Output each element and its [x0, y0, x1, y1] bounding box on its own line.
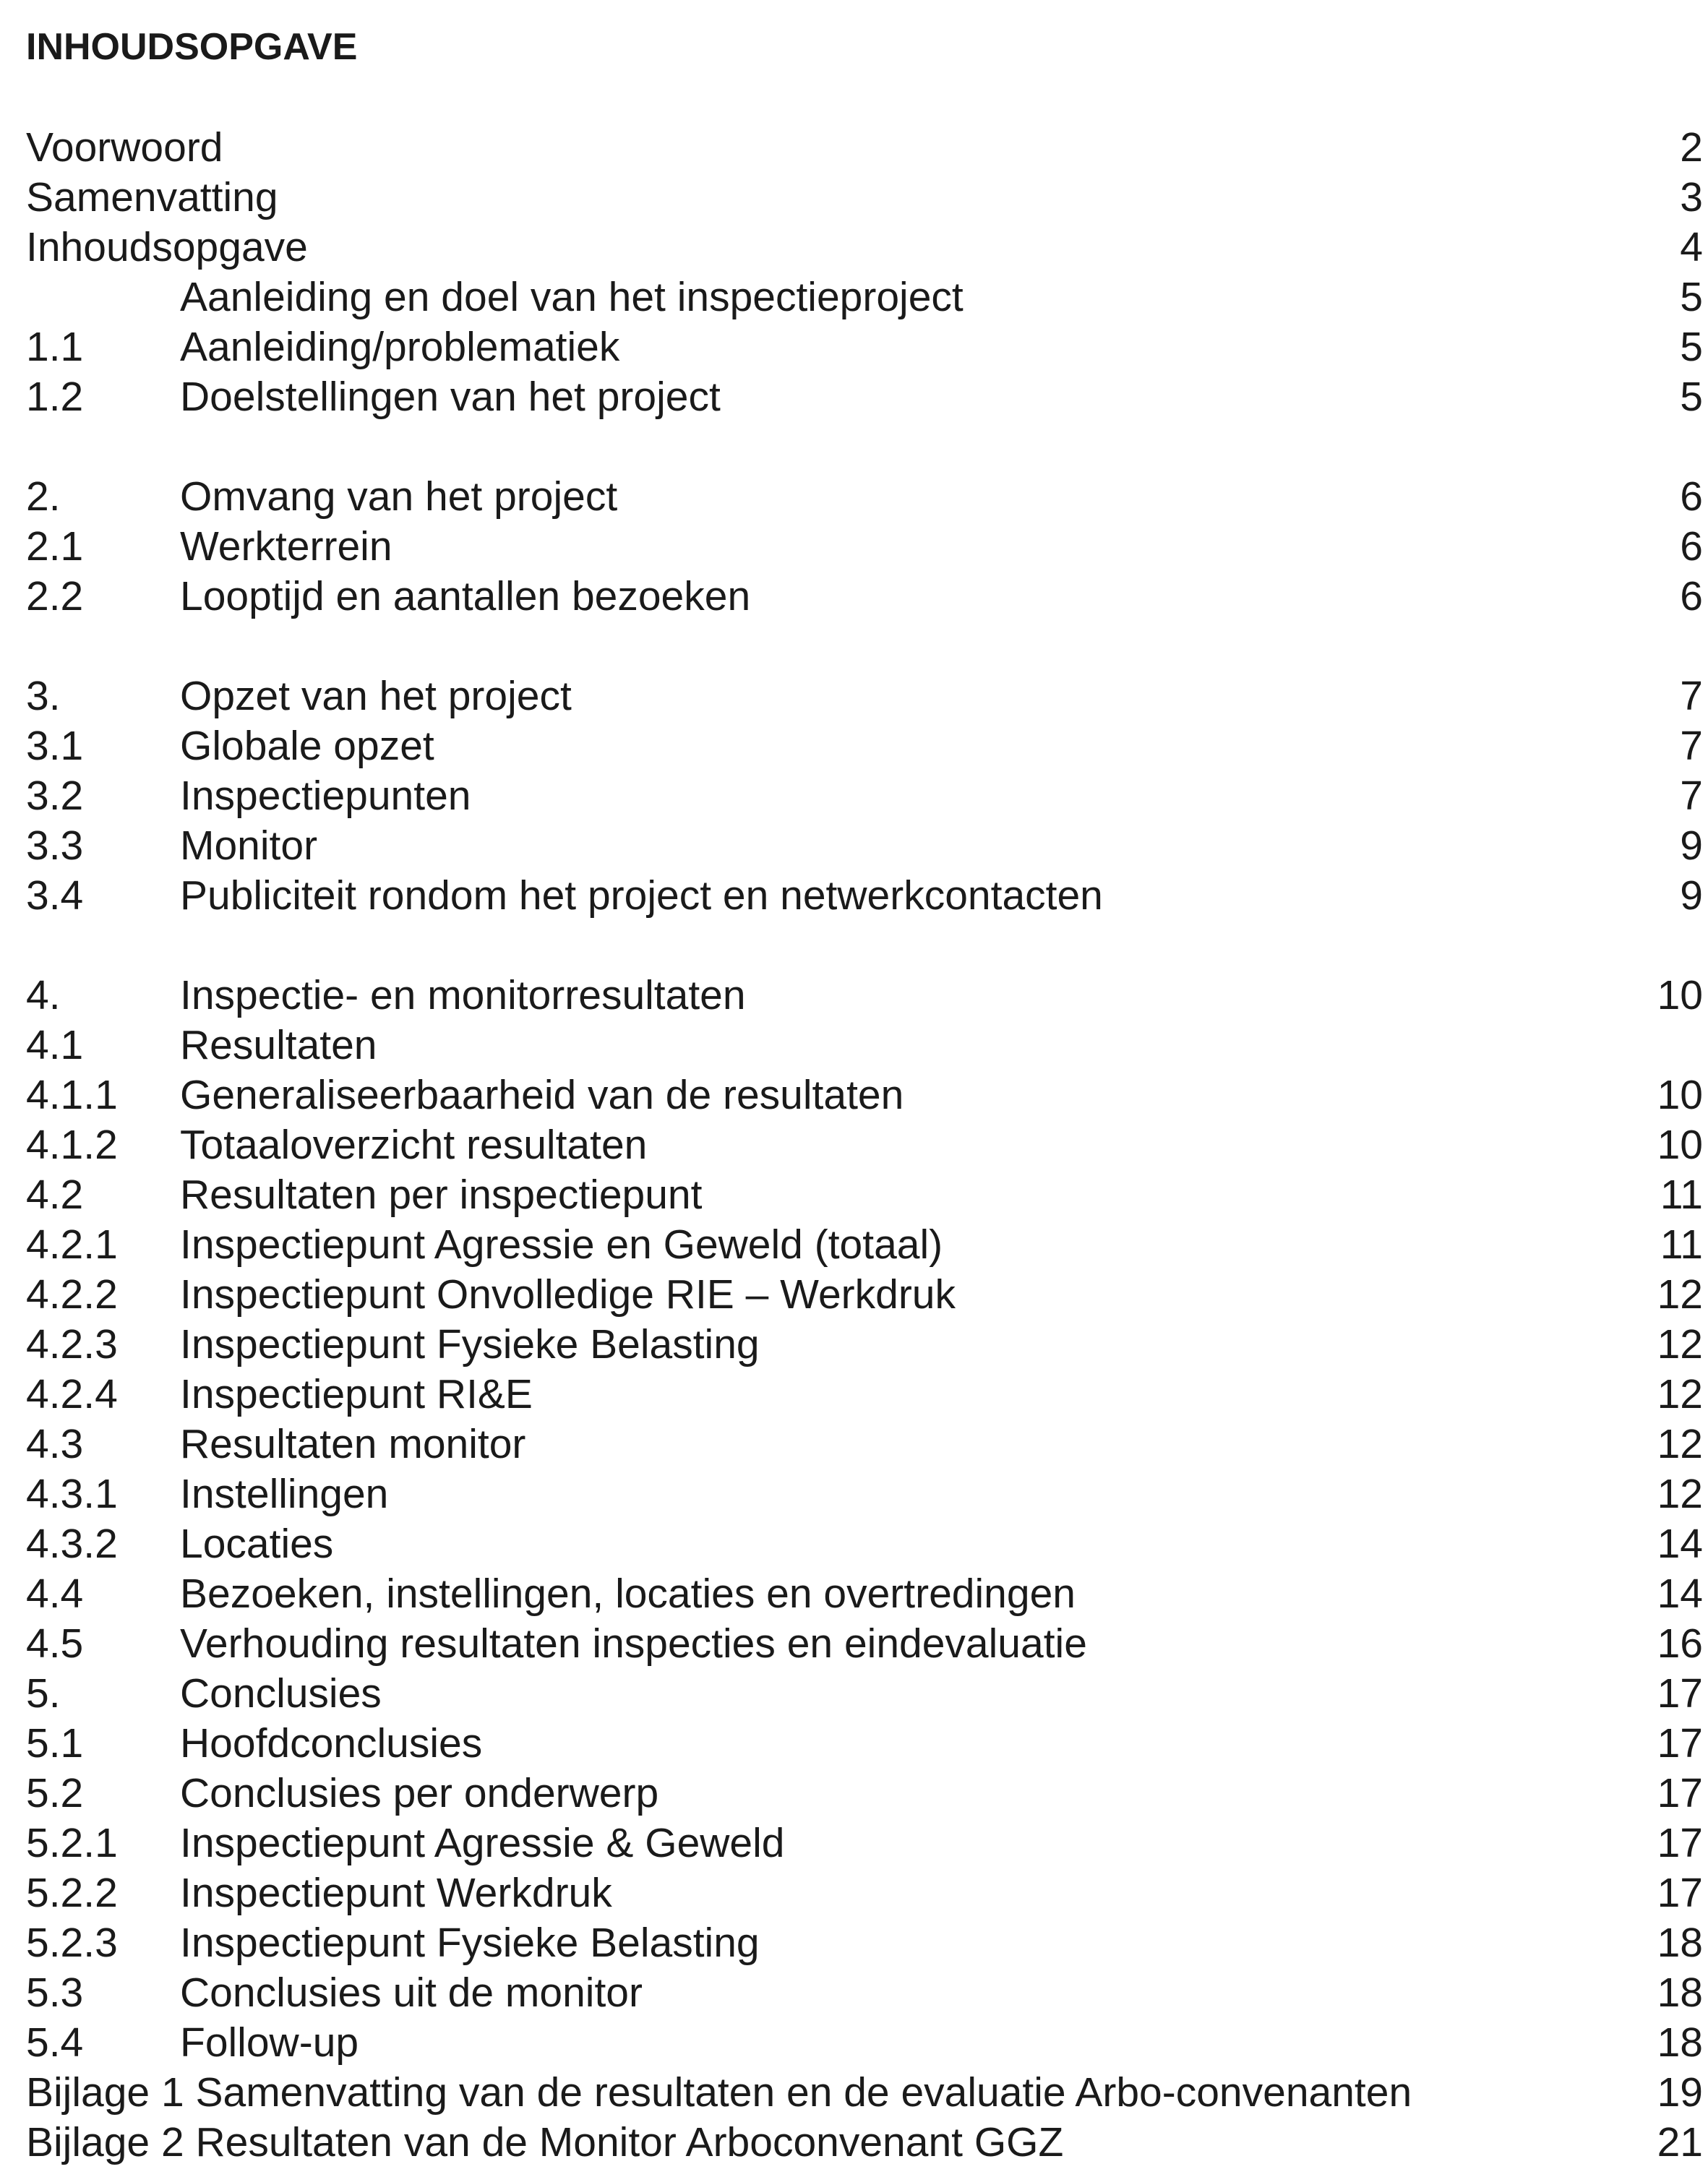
toc-entry[interactable] — [26, 1021, 1703, 1070]
toc-entry-label: Werkterrein — [180, 523, 392, 570]
toc-entry-page-number: 9 — [1680, 872, 1703, 919]
toc-entry-label: Generaliseerbaarheid van de resultaten — [180, 1072, 904, 1118]
toc-entry[interactable] — [26, 1968, 1703, 2018]
toc-entry-page-number: 18 — [1657, 1970, 1703, 2016]
toc-entry-label: Inspectiepunt Agressie & Geweld — [180, 1820, 785, 1866]
toc-entry-label: Inspectiepunten — [180, 773, 471, 819]
toc-entry-label: Inspectiepunt Werkdruk — [180, 1870, 612, 1916]
toc-entry-page-number: 17 — [1657, 1720, 1703, 1766]
toc-entry-label: Conclusies — [180, 1670, 382, 1717]
toc-entry-number: 4.3.2 — [26, 1521, 118, 1567]
toc-entry-number: 4.2 — [26, 1172, 84, 1218]
toc-entry-label: Inspectiepunt Onvolledige RIE – Werkdruk — [180, 1271, 956, 1318]
toc-entry-label: Inspectiepunt Fysieke Belasting — [180, 1920, 760, 1966]
toc-entry-page-number: 9 — [1680, 823, 1703, 869]
table-of-contents — [26, 123, 1703, 2168]
toc-entry[interactable] — [26, 1519, 1703, 1569]
toc-entry-page-number: 14 — [1657, 1521, 1703, 1567]
toc-entry-page-number: 12 — [1657, 1271, 1703, 1318]
toc-entry-page-number: 10 — [1657, 1072, 1703, 1118]
toc-entry[interactable] — [26, 971, 1703, 1021]
toc-entry[interactable] — [26, 1769, 1703, 1819]
toc-entry-number: 4.2.3 — [26, 1321, 118, 1367]
toc-entry-page-number: 12 — [1657, 1321, 1703, 1367]
toc-entry[interactable] — [26, 472, 1703, 522]
toc-entry[interactable] — [26, 721, 1703, 771]
toc-entry-page-number: 21 — [1657, 2119, 1703, 2165]
toc-entry-page-number: 12 — [1657, 1371, 1703, 1417]
toc-entry[interactable] — [26, 1120, 1703, 1170]
toc-entry-label: Resultaten per inspectiepunt — [180, 1172, 703, 1218]
toc-entry-page-number: 17 — [1657, 1670, 1703, 1717]
toc-entry[interactable] — [26, 1669, 1703, 1719]
toc-entry-page-number: 11 — [1660, 1172, 1703, 1218]
toc-entry-number: 2. — [26, 473, 61, 520]
toc-entry-label: Bijlage 1 Samenvatting van de resultaten en de evaluatie Arbo-convenanten — [26, 2069, 1412, 2116]
toc-entry-number: 4. — [26, 972, 61, 1018]
toc-entry-number: 3.3 — [26, 823, 84, 869]
toc-entry-label: Conclusies uit de monitor — [180, 1970, 643, 2016]
toc-entry[interactable] — [26, 1220, 1703, 1270]
toc-entry[interactable] — [26, 771, 1703, 821]
toc-entry[interactable] — [26, 2118, 1703, 2168]
toc-entry-number: 5.4 — [26, 2019, 84, 2066]
toc-entry[interactable] — [26, 821, 1703, 871]
toc-entry-page-number: 19 — [1657, 2069, 1703, 2116]
toc-entry-label: Samenvatting — [26, 174, 278, 220]
toc-entry-number: 4.1.1 — [26, 1072, 118, 1118]
toc-entry-number: 5.3 — [26, 1970, 84, 2016]
toc-entry[interactable] — [26, 522, 1703, 572]
toc-entry-label: Voorwoord — [26, 124, 223, 171]
toc-entry-label: Inspectiepunt Agressie en Geweld (totaal) — [180, 1221, 943, 1268]
toc-entry-label: Doelstellingen van het project — [180, 374, 721, 420]
toc-entry-number: 4.1 — [26, 1022, 84, 1068]
toc-entry-page-number: 10 — [1657, 1122, 1703, 1168]
toc-entry-number: 2.2 — [26, 573, 84, 619]
toc-entry-number: 4.5 — [26, 1620, 84, 1667]
toc-entry[interactable] — [26, 871, 1703, 921]
toc-entry-number: 5. — [26, 1670, 61, 1717]
toc-entry[interactable] — [26, 1270, 1703, 1320]
toc-entry-label: Aanleiding en doel van het inspectieproject — [180, 274, 964, 320]
toc-entry-label: Bijlage 2 Resultaten van de Monitor Arboconvenant GGZ — [26, 2119, 1064, 2165]
toc-entry-label: Resultaten monitor — [180, 1421, 526, 1467]
toc-entry-page-number: 18 — [1657, 2019, 1703, 2066]
toc-entry-page-number: 17 — [1657, 1770, 1703, 1816]
toc-entry[interactable] — [26, 1170, 1703, 1220]
toc-entry[interactable] — [26, 272, 1703, 322]
toc-entry-page-number: 6 — [1680, 523, 1703, 570]
toc-entry-number: 4.2.2 — [26, 1271, 118, 1318]
toc-entry-number: 4.3.1 — [26, 1471, 118, 1517]
toc-entry[interactable] — [26, 1819, 1703, 1868]
toc-entry-label: Inspectie- en monitorresultaten — [180, 972, 746, 1018]
toc-entry-number: 3.4 — [26, 872, 84, 919]
toc-entry-number: 4.2.4 — [26, 1371, 118, 1417]
toc-entry-label: Hoofdconclusies — [180, 1720, 483, 1766]
toc-entry-label: Bezoeken, instellingen, locaties en overtredingen — [180, 1571, 1076, 1617]
toc-entry[interactable] — [26, 322, 1703, 372]
toc-entry-number: 3. — [26, 673, 61, 719]
toc-entry-label: Inspectiepunt RI&E — [180, 1371, 533, 1417]
toc-entry-label: Monitor — [180, 823, 318, 869]
toc-entry[interactable] — [26, 1569, 1703, 1619]
toc-entry-page-number: 3 — [1680, 174, 1703, 220]
toc-entry-label: Aanleiding/problematiek — [180, 324, 620, 370]
toc-entry-label: Globale opzet — [180, 723, 434, 769]
toc-entry-label: Resultaten — [180, 1022, 377, 1068]
toc-entry[interactable] — [26, 2018, 1703, 2068]
toc-entry-page-number: 17 — [1657, 1870, 1703, 1916]
toc-entry-number: 3.2 — [26, 773, 84, 819]
toc-entry-number: 4.1.2 — [26, 1122, 118, 1168]
toc-entry-page-number: 7 — [1680, 723, 1703, 769]
toc-entry-label: Conclusies per onderwerp — [180, 1770, 659, 1816]
toc-entry-page-number: 11 — [1660, 1221, 1703, 1268]
toc-entry-page-number: 5 — [1680, 374, 1703, 420]
toc-entry[interactable] — [26, 572, 1703, 622]
toc-entry-page-number: 17 — [1657, 1820, 1703, 1866]
toc-entry-number: 4.4 — [26, 1571, 84, 1617]
toc-entry[interactable] — [26, 1420, 1703, 1469]
toc-entry[interactable] — [26, 1320, 1703, 1370]
toc-entry[interactable] — [26, 1868, 1703, 1918]
toc-entry-page-number: 14 — [1657, 1571, 1703, 1617]
toc-entry[interactable] — [26, 372, 1703, 422]
toc-entry-label: Inhoudsopgave — [26, 224, 308, 270]
toc-entry-number: 3.1 — [26, 723, 84, 769]
toc-entry-page-number: 10 — [1657, 972, 1703, 1018]
toc-entry-number: 5.2 — [26, 1770, 84, 1816]
toc-entry[interactable] — [26, 1619, 1703, 1669]
toc-entry-number: 5.2.3 — [26, 1920, 118, 1966]
toc-entry[interactable] — [26, 1918, 1703, 1968]
toc-entry-label: Totaaloverzicht resultaten — [180, 1122, 648, 1168]
toc-entry-label: Looptijd en aantallen bezoeken — [180, 573, 751, 619]
page-title: INHOUDSOPGAVE — [26, 26, 358, 68]
toc-entry-number: 5.2.2 — [26, 1870, 118, 1916]
toc-entry-number: 5.1 — [26, 1720, 84, 1766]
toc-entry[interactable] — [26, 123, 1703, 173]
toc-entry-page-number: 6 — [1680, 473, 1703, 520]
toc-entry-page-number: 7 — [1680, 673, 1703, 719]
toc-entry-page-number: 2 — [1680, 124, 1703, 171]
toc-entry[interactable] — [26, 671, 1703, 721]
toc-entry-label: Instellingen — [180, 1471, 389, 1517]
toc-entry-label: Follow-up — [180, 2019, 359, 2066]
toc-entry-label: Opzet van het project — [180, 673, 572, 719]
toc-entry-number: 1.1 — [26, 324, 84, 370]
toc-entry-page-number: 12 — [1657, 1421, 1703, 1467]
toc-entry-page-number: 5 — [1680, 324, 1703, 370]
toc-entry-page-number: 7 — [1680, 773, 1703, 819]
toc-entry[interactable] — [26, 1469, 1703, 1519]
toc-entry[interactable] — [26, 173, 1703, 223]
toc-entry-number: 2.1 — [26, 523, 84, 570]
toc-entry-label: Verhouding resultaten inspecties en eindevaluatie — [180, 1620, 1087, 1667]
toc-entry-number: 1.2 — [26, 374, 84, 420]
toc-entry-number: 4.2.1 — [26, 1221, 118, 1268]
toc-entry-label: Omvang van het project — [180, 473, 618, 520]
toc-entry[interactable] — [26, 1070, 1703, 1120]
toc-entry-label: Inspectiepunt Fysieke Belasting — [180, 1321, 760, 1367]
toc-entry-page-number: 6 — [1680, 573, 1703, 619]
toc-entry[interactable] — [26, 1719, 1703, 1769]
toc-entry-label: Publiciteit rondom het project en netwerkcontacten — [180, 872, 1103, 919]
toc-entry-page-number: 16 — [1657, 1620, 1703, 1667]
toc-entry[interactable] — [26, 1370, 1703, 1420]
toc-entry-label: Locaties — [180, 1521, 334, 1567]
toc-entry-page-number: 5 — [1680, 274, 1703, 320]
toc-entry-page-number: 18 — [1657, 1920, 1703, 1966]
toc-entry-page-number: 4 — [1680, 224, 1703, 270]
toc-entry-number: 4.3 — [26, 1421, 84, 1467]
toc-entry[interactable] — [26, 223, 1703, 272]
toc-entry-page-number: 12 — [1657, 1471, 1703, 1517]
toc-entry-number: 5.2.1 — [26, 1820, 118, 1866]
toc-entry[interactable] — [26, 2068, 1703, 2118]
